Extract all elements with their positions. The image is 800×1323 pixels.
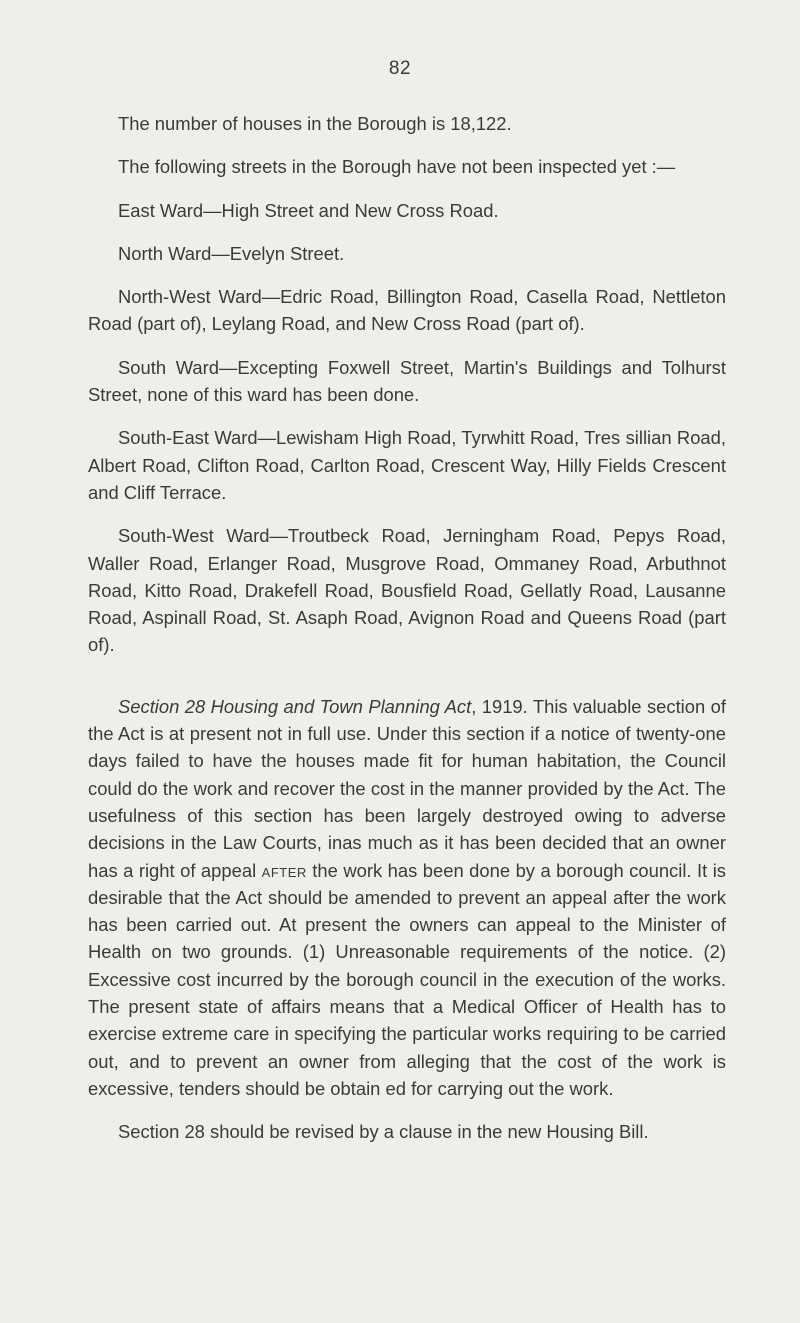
document-body xyxy=(88,110,726,1162)
east-ward-paragraph: East Ward—High Street and New Cross Road. xyxy=(118,199,499,221)
south-east-ward-paragraph: South-East Ward—Lewisham High Road, Tyrwhitt Road, Tres sillian Road, Albert Road, Clifton Road, Carlton Road, Crescent Way, Hilly Fields Crescent and Cliff Terrace. xyxy=(88,427,726,503)
section-28-text-part-1: This valuable section of the Act is at present not in full use. Under this section if a notice of twenty-one days failed to have the houses made fit for human habitation, the Council could do the work and recover the cost in the manner provided by the Act. The usefulness of this section has been largely destroyed owing to adverse decisions in the Law Courts, inas much as it has been decided that an owner has a right of appeal xyxy=(88,695,726,881)
north-ward-paragraph: North Ward—Evelyn Street. xyxy=(118,242,345,264)
south-ward-paragraph: South Ward—Excepting Foxwell Street, Martin's Buildings and Tolhurst Street, none of this ward has been done. xyxy=(88,356,726,406)
closing-paragraph: Section 28 should be revised by a clause in the new Housing Bill. xyxy=(118,1121,649,1143)
section-28-text-part-2: the work has been done by a borough council. It is desirable that the Act should be amended to prevent an appeal after the work has been carried out. At present the owners can appeal to the Minister of Health on two grounds. (1) Unreasonable requirements of the notice. (2) Excessive cost incurred by the borough council in the execution of the works. The present state of affairs means that a Medical Officer of Health has to exercise extreme care in specifying the particular works requiring to be carried out, and to prevent an owner from alleging that the cost of the work is excessive, tenders should be obtain ed for carrying out the work. xyxy=(88,859,726,1099)
section-28-year: , 1919. xyxy=(471,695,528,717)
not-inspected-intro-paragraph: The following streets in the Borough have not been inspected yet :— xyxy=(118,156,676,178)
north-west-ward-paragraph: North-West Ward—Edric Road, Billington Road, Casella Road, Nettleton Road (part of), Leylang Road, and New Cross Road (part of). xyxy=(88,286,726,335)
page-number: 82 xyxy=(388,58,412,79)
south-west-ward-paragraph: South-West Ward—Troutbeck Road, Jerningham Road, Pepys Road, Waller Road, Erlanger Road, Musgrove Road, Ommaney Road, Arbuthnot Road, Kitto Road, Drakefell Road, Bousfield Road, Gellatly Road, Lausanne Road, Aspinall Road, St. Asaph Road, Avignon Road and Queens Road (part of). xyxy=(88,525,726,656)
section-28-after-emphasis: after xyxy=(261,859,307,881)
houses-paragraph: The number of houses in the Borough is 18,122. xyxy=(118,113,512,134)
section-28-paragraph xyxy=(88,693,726,1102)
section-28-heading: Section 28 Housing and Town Planning Act xyxy=(118,695,472,717)
